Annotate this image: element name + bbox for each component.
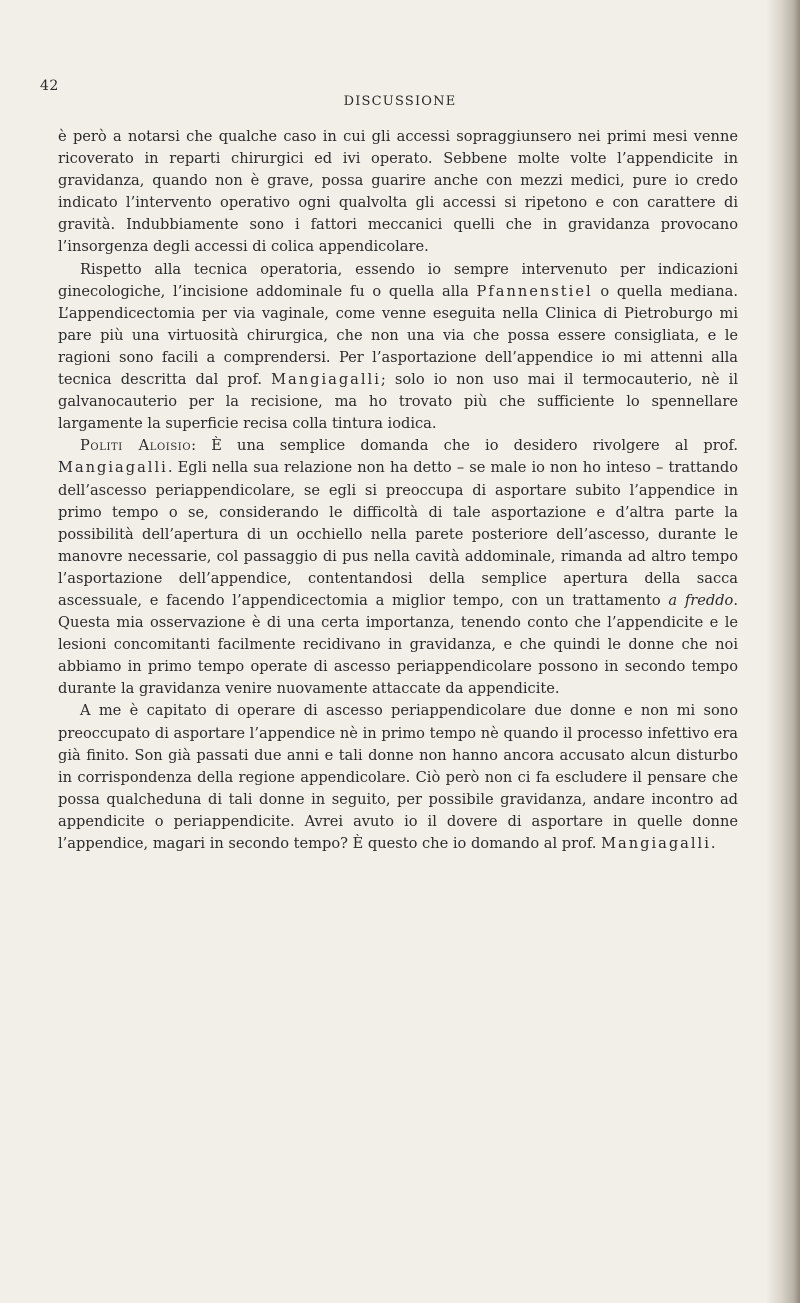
author-name-mangiagalli: Mangiagalli [601,835,711,852]
author-name-pfannenstiel: Pfannenstiel [476,282,593,300]
running-title: DISCUSSIONE [343,94,457,109]
paragraph-2: Rispetto alla tecnica operatoria, essendo io sempre intervenuto per indicazioni ginecologiche, l’incisione addominale fu o quella alla Pfannenstiel o quella mediana. L’appendicectomia per via vaginale, come venne eseguita nella Clinica di Pietroburgo mi pare più una virtuosità chirurgica, che non una via che possa essere consigliata, e le ragioni sono facili a comprendersi. Per l’asportazione dell’appendice io mi attenni alla tecnica descritta dal prof. Mangiagalli; solo io non uso mai il termocauterio, nè il galvanocauterio per la recisione, ma ho trovato più che sufficiente lo spennellare largamente la superficie recisa colla tintura iodica. [58,260,739,433]
paragraph-4: A me è capitato di operare di ascesso periappendicolare due donne e non mi sono preoccupato di asportare l’appendice nè in primo tempo nè quando il processo infettivo era già finito. Son già passati due anni e tali donne non hanno ancora accusato alcun disturbo in corrispondenza della regione appendicolare. Ciò però non ci fa escludere il pensare che possa qualcheduna di tali donne in seguito, per possibile gravidanza, andare incontro ad appendicite o periappendicite. Avrei avuto io il dovere di asportare in quelle donne l’appendice, magari in secondo tempo? È questo che io domando al prof. Mangiagalli. [58,702,738,852]
author-name-mangiagalli: Mangiagalli [271,371,381,389]
paragraph-3: Politi Aloisio: È una semplice domanda che io desidero rivolgere al prof. Mangiagalli. Egli nella sua relazione non ha detto – se male io non ho inteso – trattando dell’ascesso periappendicolare, se egli si preoccupa di asportare subito l’appendice in primo tempo o se, considerando le difficoltà di tale asportazione e d’altra parte la possibilità dell’apertura di un occhiello nella parete posteriore dell’ascesso, durante le manovre necessarie, col passaggio di pus nella cavità addominale, rimanda ad altro tempo l’asportazione dell’appendice, contentandosi della semplice apertura della sacca ascessuale, e facendo l’appendicectomia a miglior tempo, con un trattamento a freddo. Questa mia osservazione è di una certa importanza, tenendo conto che l’appendicite e le lesioni concomitanti facilmente recidivano in gravidanza, e che quindi le donne che noi abbiamo in primo tempo operate di ascesso periappendicolare possono in secondo tempo durante la gravidanza venire nuovamente attaccate da appendicite. [58,437,738,698]
author-name-mangiagalli: Mangiagalli [58,459,168,477]
paragraph-1: è però a notarsi che qualche caso in cui gli accessi sopraggiunsero nei primi mesi venne ricoverato in reparti chirurgici ed ivi operato. Sebbene molte volte l’appendicite in gravidanza, quando non è grave, possa guarire anche con mezzi medici, pure io credo indicato l’intervento operativo ogni qualvolta gli accessi si ripetono e con carattere di gravità. Indubbiamente sono i fattori meccanici quelli che in gravidanza provocano l’insorgenza degli accessi di colica appendicolare. [58,128,738,256]
page-edge-shadow [766,0,800,1303]
speaker-name: Politi Aloisio [80,437,192,455]
body-text [58,126,738,855]
italic-phrase: a freddo [668,591,734,609]
page-number: 42 [40,78,59,94]
